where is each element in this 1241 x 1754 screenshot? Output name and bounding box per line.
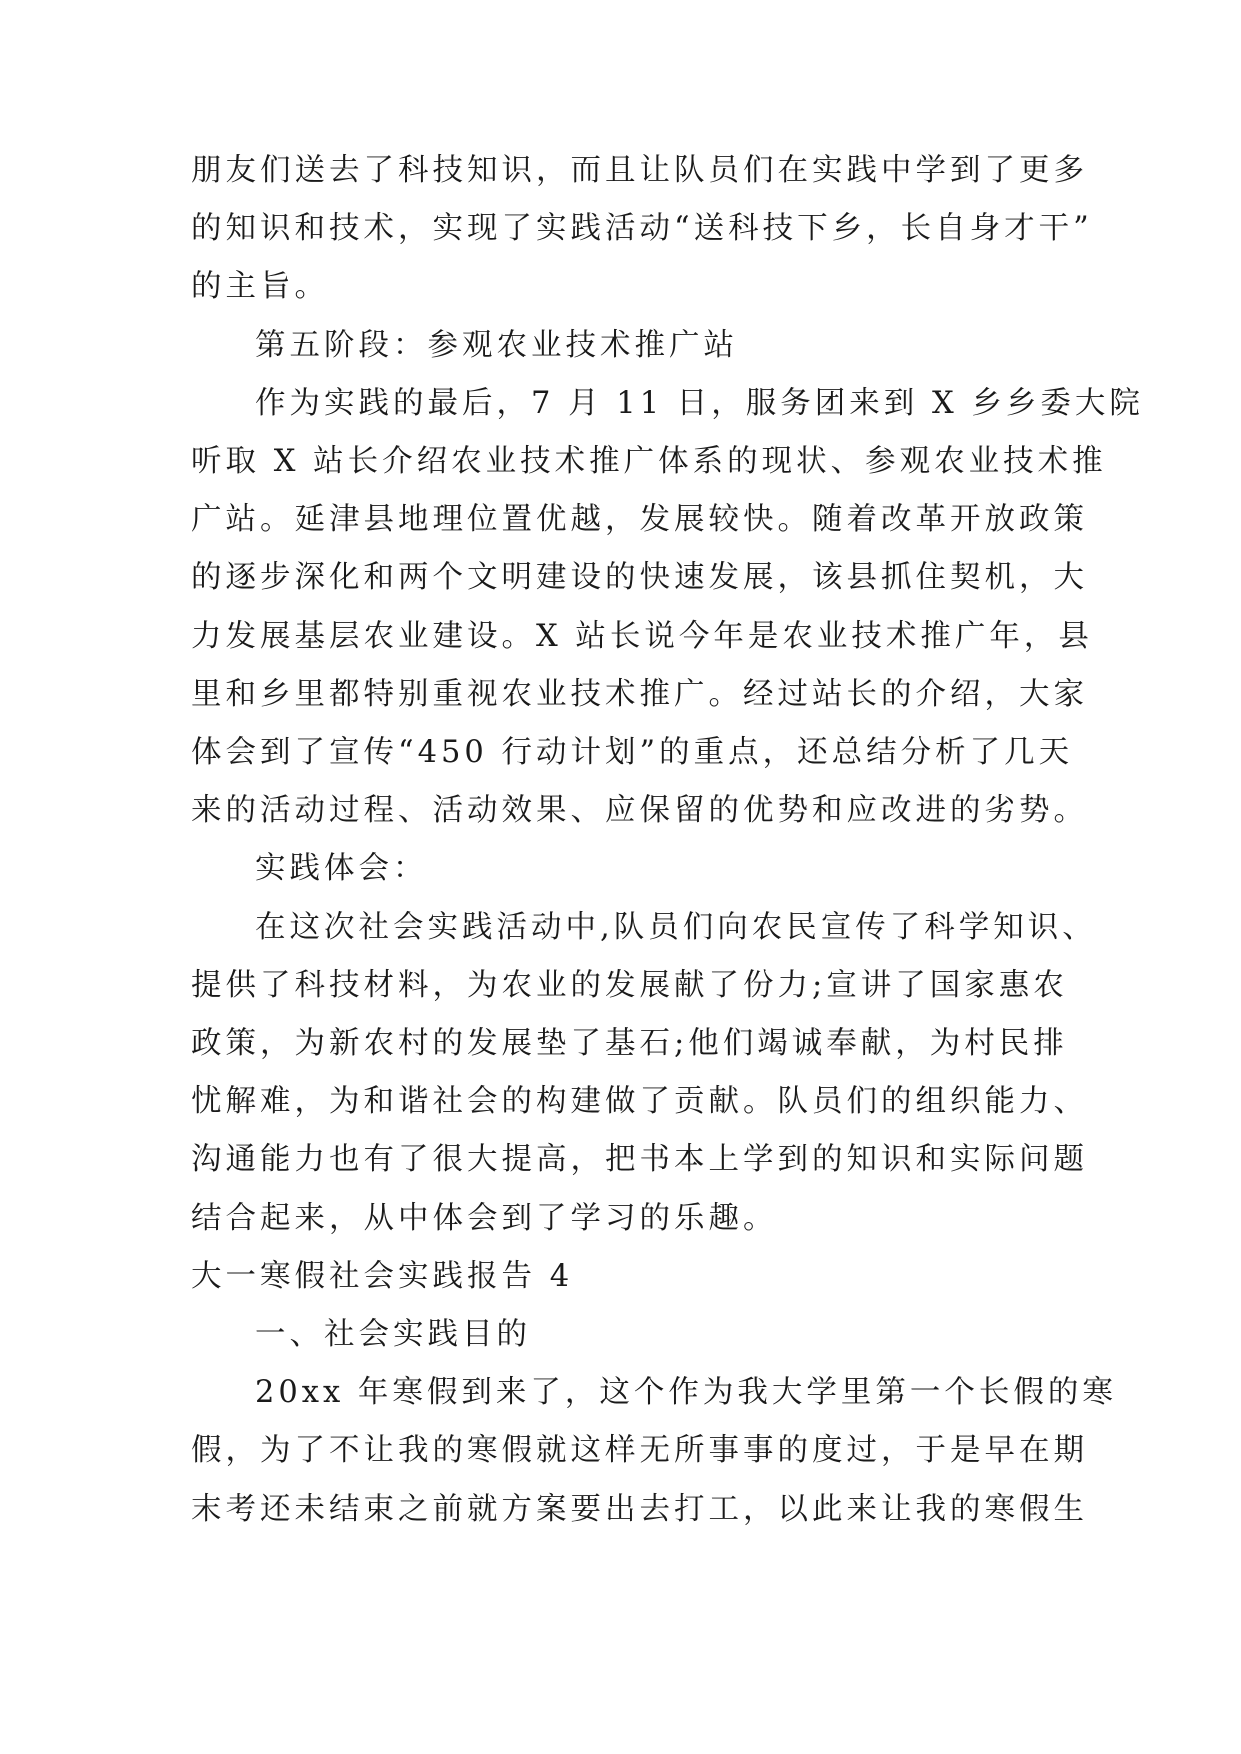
- text-line: 忧解难，为和谐社会的构建做了贡献。队员们的组织能力、: [191, 1084, 1088, 1120]
- text-line: 假，为了不让我的寒假就这样无所事事的度过，于是早在期: [191, 1433, 1088, 1469]
- text-line: 听取 X 站长介绍农业技术推广体系的现状、参观农业技术推: [191, 444, 1107, 479]
- text-line: 来的活动过程、活动效果、应保留的优势和应改进的劣势。: [191, 793, 1088, 829]
- text-line: 的逐步深化和两个文明建设的快速发展，该县抓住契机，大: [191, 560, 1088, 596]
- text-line: 里和乡里都特别重视农业技术推广。经过站长的介绍，大家: [191, 676, 1088, 712]
- text-line: 政策，为新农村的发展垫了基石;他们竭诚奉献，为村民排: [191, 1026, 1068, 1061]
- text-line: 末考还未结束之前就方案要出去打工，以此来让我的寒假生: [191, 1491, 1088, 1527]
- text-line: 20xx 年寒假到来了，这个作为我大学里第一个长假的寒: [255, 1375, 1117, 1411]
- text-line: 结合起来，从中体会到了学习的乐趣。: [191, 1200, 778, 1236]
- text-line: 体会到了宣传“450 行动计划”的重点，还总结分析了几天: [191, 735, 1074, 770]
- text-line: 大一寒假社会实践报告 4: [191, 1258, 574, 1294]
- text-line: 提供了科技材料，为农业的发展献了份力;宣讲了国家惠农: [191, 967, 1068, 1003]
- text-line: 在这次社会实践活动中,队员们向农民宣传了科学知识、: [255, 909, 1097, 945]
- text-line: 第五阶段：参观农业技术推广站: [255, 327, 738, 363]
- text-line: 一、社会实践目的: [255, 1317, 531, 1352]
- text-line: 沟通能力也有了很大提高，把书本上学到的知识和实际问题: [191, 1142, 1088, 1178]
- text-line: 作为实践的最后，7 月 11 日，服务团来到 X 乡乡委大院: [255, 385, 1144, 421]
- text-line: 实践体会：: [255, 851, 428, 887]
- text-line: 广站。延津县地理位置优越，发展较快。随着改革开放政策: [191, 502, 1088, 538]
- text-line: 的主旨。: [191, 269, 329, 305]
- text-line: 力发展基层农业建设。X 站长说今年是农业技术推广年，县: [191, 618, 1093, 654]
- text-line: 朋友们送去了科技知识，而且让队员们在实践中学到了更多: [191, 153, 1088, 188]
- text-line: 的知识和技术，实现了实践活动“送科技下乡，长自身才干”: [191, 211, 1093, 247]
